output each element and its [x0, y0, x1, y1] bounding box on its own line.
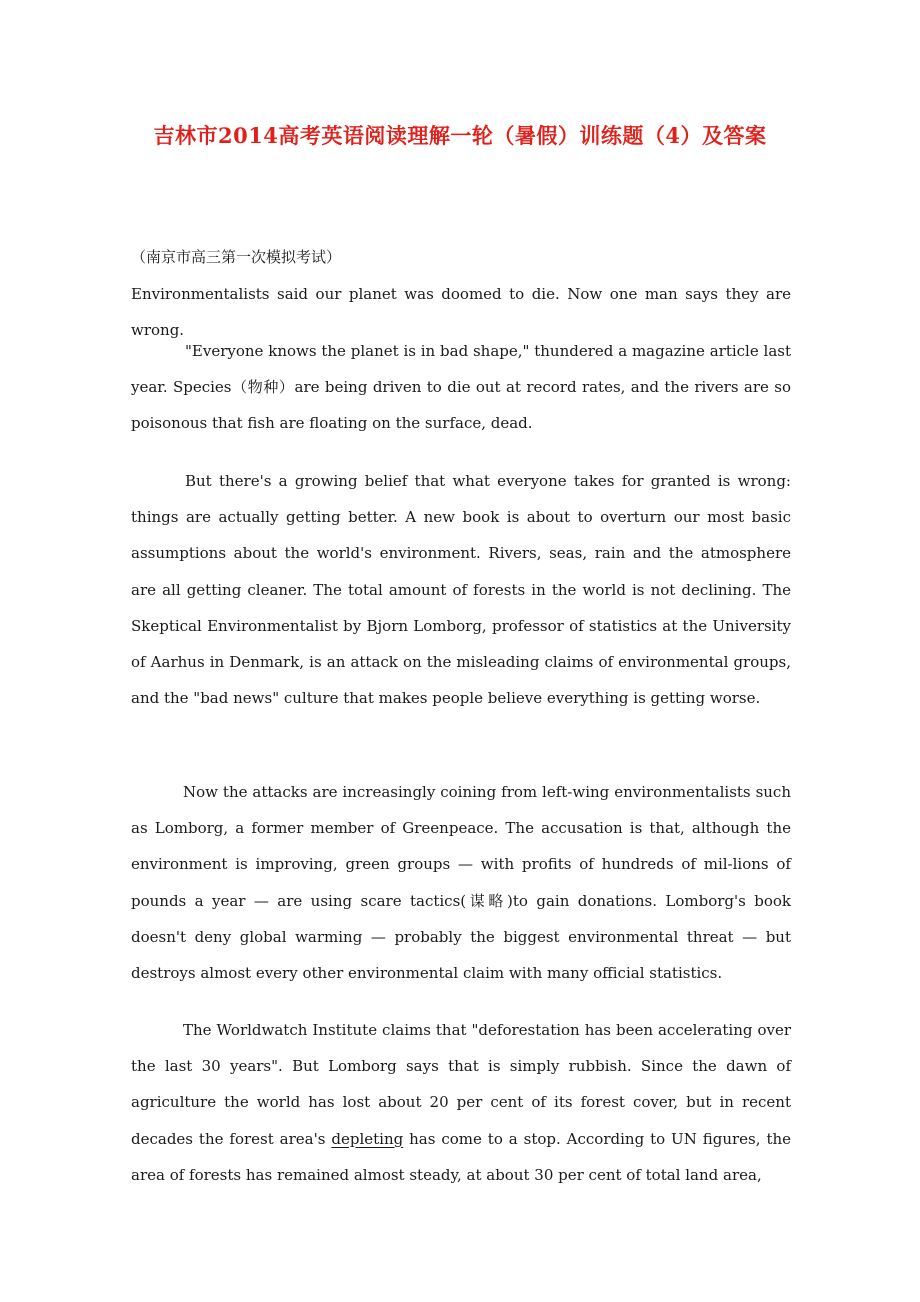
- underlined-word: depleting: [331, 1129, 404, 1148]
- paragraph-4-text-start: The Worldwatch Institute claims that "deforestation has been accelerating over the last 30 years". But Lomborg says that is simply rubbish. Since the dawn of agriculture the world has lost about 20 per cent of its forest cover, but in recent decades the forest area's: [131, 1021, 791, 1148]
- intro-paragraph: Environmentalists said our planet was doomed to die. Now one man says they are wrong.: [131, 285, 791, 340]
- document-title: 吉林市2014高考英语阅读理解一轮（暑假）训练题（4）及答案: [153, 123, 767, 148]
- paragraph-3: Now the attacks are increasingly coining from left-wing environmentalists such as Lomborg, a former member of Greenpeace. The accusation is that, although the environment is improving, green groups — with profits of hundreds of mil-lions of pounds a year — are using scare tactics(谋略)to gain donations. Lomborg's book doesn't deny global warming — probably the biggest environmental threat — but destroys almost every other environmental claim with many official statistics.: [131, 783, 791, 983]
- source-note: （南京市高三第一次模拟考试）: [131, 248, 342, 266]
- paragraph-1: "Everyone knows the planet is in bad shape," thundered a magazine article last year. Species（物种）are being driven to die out at record rates, and the rivers are so poisonous that fish are floating on the surface, dead.: [131, 342, 791, 433]
- paragraph-4-text-end: has come to a stop. According to UN figures, the area of forests has remained almost steady, at about 30 per cent of total land area,: [131, 1129, 792, 1184]
- paragraph-4: [131, 1012, 791, 1193]
- paragraph-2: But there's a growing belief that what everyone takes for granted is wrong: things are actually getting better. A new book is about to overturn our most basic assumptions about the world's environment. Rivers, seas, rain and the atmosphere are all getting cleaner. The total amount of forests in the world is not declining. The Skeptical Environmentalist by Bjorn Lomborg, professor of statistics at the University of Aarhus in Denmark, is an attack on the misleading claims of environmental groups, and the "bad news" culture that makes people believe everything is getting worse.: [131, 472, 791, 708]
